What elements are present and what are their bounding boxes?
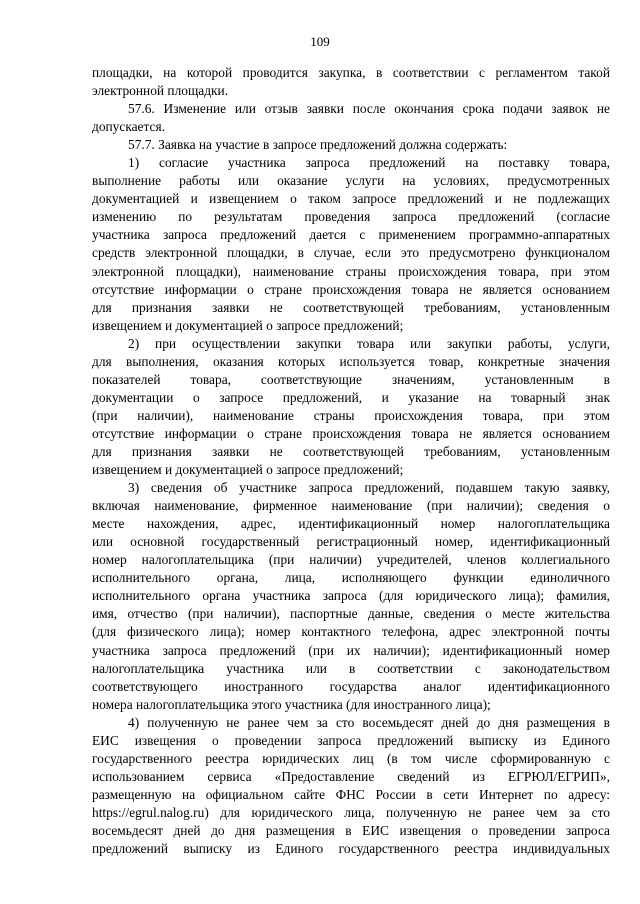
text-line: изменению по результатам проведения запроса предложений (согласие xyxy=(92,209,610,225)
text-line: (для физического лица); номер контактного телефона, адрес электронной почты xyxy=(92,624,610,640)
text-line: отсутствие информации о стране происхождения товара не является основанием xyxy=(92,425,610,441)
text-line: извещением и документацией о запросе предложений; xyxy=(92,462,404,478)
text-line: выполнение работы или оказание услуги на условиях, предусмотренных xyxy=(92,173,610,189)
text-line: для признания заявки не соответствующей требованиям, установленным xyxy=(92,443,610,459)
text-line: площадки, на которой проводится закупка, в соответствии с регламентом такой xyxy=(92,65,610,80)
text-line: размещенную на официальном сайте ФНС России в сети Интернет по адресу: xyxy=(92,786,610,802)
text-line: электронной площадки. xyxy=(92,83,229,99)
text-line: для выполнения, оказания которых используется товар, конкретные значения xyxy=(92,353,610,369)
document-body xyxy=(92,64,610,858)
text-line: ЕИС извещения о проведении запроса предложений выписку из Единого xyxy=(92,732,610,748)
text-line: электронной площадки), наименование страны происхождения товара, при этом xyxy=(92,263,610,279)
text-line: 1) согласие участника запроса предложений на поставку товара, xyxy=(128,155,610,171)
text-line: документацией и извещением о таком запросе предложений и не подлежащих xyxy=(92,191,610,207)
text-line: номера налогоплательщика этого участника (для иностранного лица); xyxy=(92,696,491,712)
text-line: показателей товара, соответствующие значениям, установленным в xyxy=(92,371,610,387)
text-line: налогоплательщика участника или в соответствии с законодательством xyxy=(92,660,610,676)
text-line: включая наименование, фирменное наименование (при наличии); сведения о xyxy=(92,498,610,514)
text-line: государственного реестра юридических лиц (в том числе сформированную с xyxy=(92,750,610,766)
text-line: или основной государственный регистрационный номер, идентификационный xyxy=(92,534,610,550)
text-line: 57.7. Заявка на участие в запросе предложений должна содержать: xyxy=(128,137,508,153)
text-line: использованием сервиса «Предоставление сведений из ЕГРЮЛ/ЕГРИП», xyxy=(92,768,610,784)
text-line: месте нахождения, адрес, идентификационный номер налогоплательщика xyxy=(92,516,610,532)
text-line: 2) при осуществлении закупки товара или закупки работы, услуги, xyxy=(128,335,610,351)
text-line: соответствующего иностранного государства аналог идентификационного xyxy=(92,678,610,694)
text-line: имя, отчество (при наличии), паспортные данные, сведения о месте жительства xyxy=(92,606,610,622)
text-line: извещением и документацией о запросе предложений; xyxy=(92,317,404,333)
text-line: номер налогоплательщика (при наличии) учредителей, членов коллегиального xyxy=(92,552,610,568)
text-line: (при наличии), наименование страны происхождения товара, при этом xyxy=(92,407,610,423)
text-line: предложений выписку из Единого государственного реестра индивидуальных xyxy=(92,841,610,857)
text-line: средств электронной площадки, в случае, если это предусмотрено функционалом xyxy=(92,245,610,261)
text-line: 57.6. Изменение или отзыв заявки после окончания срока подачи заявок не xyxy=(128,101,610,117)
text-line: допускается. xyxy=(92,119,165,135)
text-line: исполнительного органа, лица, исполняющего функции единоличного xyxy=(92,570,610,586)
text-line: документации о запросе предложений, и указание на товарный знак xyxy=(92,389,610,405)
text-line: 4) полученную не ранее чем за сто восемьдесят дней до дня размещения в xyxy=(128,714,610,730)
text-line: отсутствие информации о стране происхождения товара не является основанием xyxy=(92,281,610,297)
page-number: 109 xyxy=(310,34,330,49)
text-line: участника запроса предложений дается с применением программно-аппаратных xyxy=(92,227,610,243)
text-line: для признания заявки не соответствующей требованиям, установленным xyxy=(92,299,610,315)
text-line: 3) сведения об участнике запроса предложений, подавшем такую заявку, xyxy=(128,480,610,496)
text-line: восемьдесят дней до дня размещения в ЕИС извещения о проведении запроса xyxy=(92,822,610,838)
text-line: https://egrul.nalog.ru) для юридического лица, полученную не ранее чем за сто xyxy=(92,804,610,820)
text-line: участника запроса предложений (при их наличии); идентификационный номер xyxy=(92,642,610,658)
text-line: исполнительного органа участника запроса (для юридического лица); фамилия, xyxy=(92,588,610,604)
